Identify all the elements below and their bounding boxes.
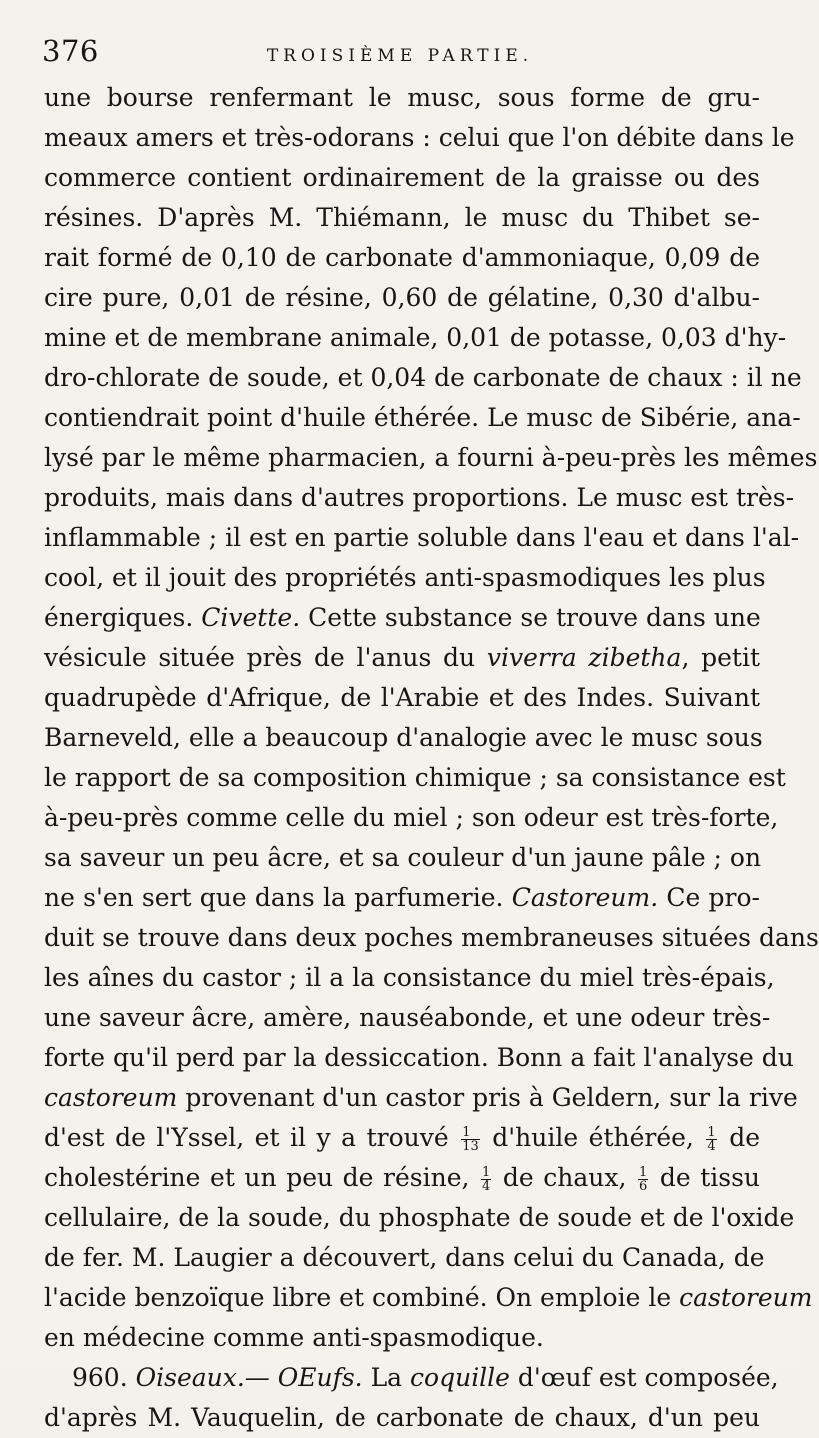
text-line: une bourse renfermant le musc, sous forme de gru- [44,83,760,112]
line-segment: énergiques. [44,603,202,632]
text-line [44,878,760,918]
line-segment: Cette substance se trouve dans une [300,603,761,632]
fraction [706,1126,716,1153]
line-segment: cholestérine et un peu de résine, [44,1163,480,1192]
italic-term: viverra zibetha [486,643,682,672]
line-segment: La [362,1363,411,1392]
text-line: d'après M. Vauquelin, de carbonate de chaux, d'un peu [44,1403,760,1432]
text-line [44,598,760,638]
text-line [44,638,760,678]
line-segment: Ce pro- [658,883,760,912]
fraction-denominator: 4 [707,1139,716,1154]
text-line: lysé par le même pharmacien, a fourni à-peu-près les mêmes [44,443,818,472]
text-line: contiendrait point d'huile éthérée. Le musc de Sibérie, ana- [44,403,801,432]
text-line [44,1278,813,1318]
italic-term: Civette. [201,603,301,632]
text-line [44,1158,760,1198]
fraction [481,1166,491,1193]
text-line: cire pure, 0,01 de résine, 0,60 de gélatine, 0,30 d'albu- [44,283,760,312]
text-line: mine et de membrane animale, 0,01 de potasse, 0,03 d'hy- [44,323,787,352]
page-number: 376 [42,34,99,68]
text-line: le rapport de sa composition chimique ; sa consistance est [44,763,786,792]
text-line: meaux amers et très-odorans : celui que l'on débite dans le [44,123,795,152]
text-line: duit se trouve dans deux poches membraneuses situées dans [44,923,819,952]
text-line [44,1078,798,1118]
line-segment: d'est de l'Yssel, et il y a trouvé [44,1123,460,1152]
text-line: commerce contient ordinairement de la graisse ou des [44,163,760,192]
text-line [44,1118,760,1158]
fraction-denominator: 13 [462,1139,479,1154]
body-text [44,78,819,1438]
line-segment: d'œuf est composée, [509,1363,779,1392]
italic-term: coquille [410,1363,510,1392]
text-line [44,1358,779,1398]
text-line: dro-chlorate de soude, et 0,04 de carbonate de chaux : il ne [44,363,802,392]
page-header [42,34,758,74]
italic-term: castoreum [679,1283,813,1312]
text-line: quadrupède d'Afrique, de l'Arabie et des Indes. Suivant [44,683,760,712]
line-segment: de chaux, [493,1163,636,1192]
text-line: produits, mais dans d'autres proportions. Le musc est très- [44,483,795,512]
italic-term: Castoreum. [511,883,659,912]
fraction-numerator: 1 [461,1126,480,1140]
line-segment: , petit [681,643,760,672]
line-segment: de [718,1123,761,1152]
fraction-denominator: 6 [638,1179,648,1194]
text-line: cool, et il jouit des propriétés anti-spasmodiques les plus [44,563,766,592]
line-segment: ne s'en sert que dans la parfumerie. [44,883,512,912]
text-line: cellulaire, de la soude, du phosphate de soude et de l'oxide [44,1203,795,1232]
text-line: les aînes du castor ; il a la consistance du miel très-épais, [44,963,775,992]
italic-term: castoreum [44,1083,178,1112]
text-line: sa saveur un peu âcre, et sa couleur d'un jaune pâle ; on [44,843,762,872]
fraction-numerator: 1 [482,1165,491,1180]
line-segment: l'acide benzoïque libre et combiné. On emploie le [44,1283,680,1312]
fraction-numerator: 1 [707,1125,716,1140]
text-line: forte qu'il perd par la dessiccation. Bonn a fait l'analyse du [44,1043,794,1072]
line-segment: de tissu [650,1163,761,1192]
section-number: 960. [72,1363,136,1392]
line-segment: provenant d'un castor pris à Geldern, sur la rive [177,1083,798,1112]
line-segment: vésicule située près de l'anus du [44,643,487,672]
text-line: rait formé de 0,10 de carbonate d'ammoniaque, 0,09 de [44,243,760,272]
fraction-denominator: 4 [482,1179,491,1194]
text-line: Barneveld, elle a beaucoup d'analogie avec le musc sous [44,723,763,752]
line-segment: d'huile éthérée, [481,1123,705,1152]
fraction [638,1166,648,1193]
text-line: résines. D'après M. Thiémann, le musc du Thibet se- [44,203,760,232]
text-line: en médecine comme anti-spasmodique. [44,1323,544,1352]
text-line: de fer. M. Laugier a découvert, dans celui du Canada, de [44,1243,765,1272]
italic-term: Oiseaux.— OEufs. [135,1363,363,1392]
text-line: une saveur âcre, amère, nauséabonde, et une odeur très- [44,1003,771,1032]
running-head: TROISIÈME PARTIE. [266,46,534,66]
text-line: à-peu-près comme celle du miel ; son odeur est très-forte, [44,803,779,832]
text-line: inflammable ; il est en partie soluble dans l'eau et dans l'al- [44,523,800,552]
fraction-numerator: 1 [638,1165,648,1180]
fraction [461,1126,480,1153]
